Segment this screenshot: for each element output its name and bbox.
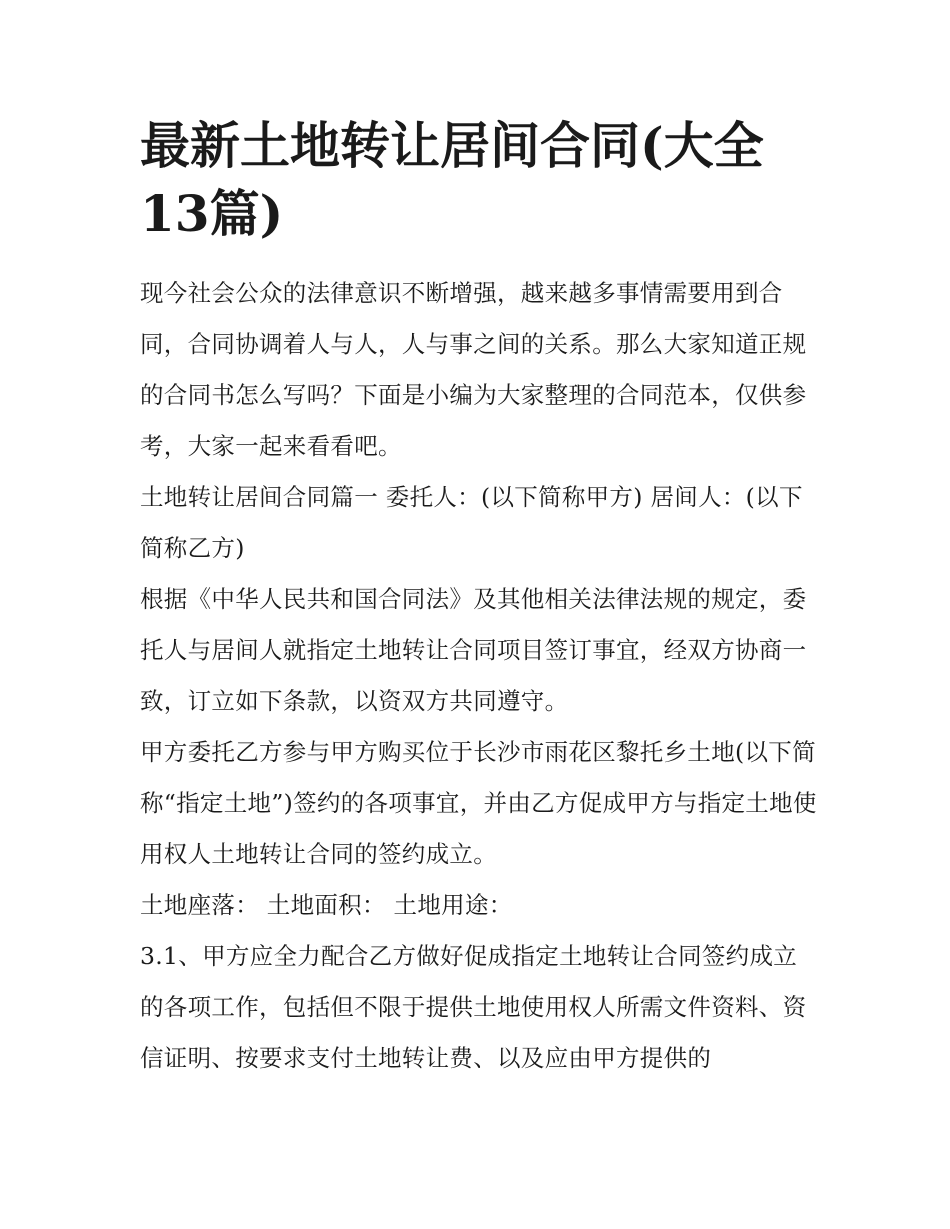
paragraph-clause-3-1: 3.1、甲方应全力配合乙方做好促成指定土地转让合同签约成立的各项工作，包括但不限于提供土地使用权人所需文件资料、资信证明、按要求支付土地转让费、以及应由甲方提供的	[140, 942, 807, 1072]
paragraph-entrustment: 甲方委托乙方参与甲方购买位于长沙市雨花区黎托乡土地(以下简称“指定土地”)签约的各项事宜，并由乙方促成甲方与指定土地使用权人土地转让合同的签约成立。	[140, 738, 817, 868]
paragraph-intro: 现今社会公众的法律意识不断增强，越来越多事情需要用到合同，合同协调着人与人，人与事之间的关系。那么大家知道正规的合同书怎么写吗？下面是小编为大家整理的合同范本，仅供参考，大家一起来看看吧。	[140, 279, 807, 460]
paragraph-parties: 土地转让居间合同篇一 委托人：(以下简称甲方) 居间人：(以下简称乙方)	[140, 483, 803, 562]
document-title: 最新土地转让居间合同(大全13篇)	[140, 116, 764, 243]
paragraph-land-info: 土地座落： 土地面积： 土地用途：	[140, 891, 513, 919]
document-page	[140, 112, 820, 1084]
paragraph-legal-basis: 根据《中华人民共和国合同法》及其他相关法律法规的规定，委托人与居间人就指定土地转让合同项目签订事宜，经双方协商一致，订立如下条款，以资双方共同遵守。	[140, 585, 807, 715]
